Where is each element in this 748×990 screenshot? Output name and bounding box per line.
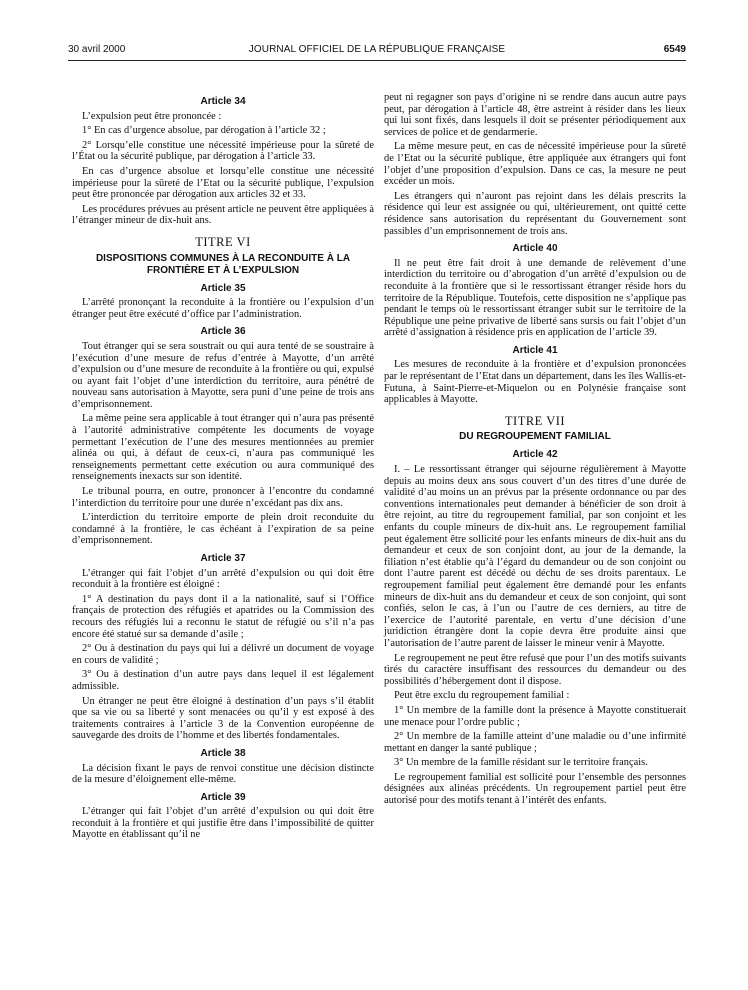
titre-6-subheading: DISPOSITIONS COMMUNES À LA RECONDUITE À LA FRONTIÈRE ET À L’EXPULSION — [95, 252, 351, 276]
left-column — [72, 90, 374, 844]
article-41-title: Article 41 — [512, 344, 558, 356]
paragraph: La même peine sera applicable à tout étranger qui n’aura pas présenté à l’autorité administrative compétente les documents de voyage permettant l’exécution de l’une des mesures mentionnées au premier alinéa ou qui, à défaut de ceux-ci, n’aura pas communiqué les renseignements permettant cette exécution ou aura communiqué des renseignements inexacts sur son identité. — [72, 413, 374, 483]
paragraph: Les mesures de reconduite à la frontière et d’expulsion prononcées par le représentant de l’Etat dans un département, dans les îles Wallis-et-Futuna, à Saint-Pierre-et-Miquelon ou en Polynésie française sont applicables à Mayotte. — [384, 359, 686, 406]
titre-7-heading: TITRE VII — [504, 413, 566, 428]
paragraph: I. – Le ressortissant étranger qui séjourne régulièrement à Mayotte depuis au moins deux ans sous couvert d’un des titres d’une durée de validité d’au moins un an prévus par la présente ordonnance ou par des conventions internationales peut demander à bénéficier de son droit à être rejoint, au titre du regroupement familial, par son conjoint et les enfants du couple mineurs de dix-huit ans. Le regroupement familial peut également être sollicité pour les enfants mineurs de dix-huit ans du demandeur et ceux de son conjoint dont, au jour de la demande, la filiation n’est établie qu’à l’égard du demandeur ou de son conjoint ou dont l’autre parent est décédé ou déchu de ses droits parentaux. Le regroupement familial peut également être demandé pour les enfants mineurs de dix-huit ans du demandeur et ceux de son conjoint, qui sont confiés, selon le cas, à l’un ou l’autre de ces derniers, au titre de l’exercice de l’autorité parentale, en vertu d’une décision d’une juridiction étrangère dont la copie devra être produite ainsi que l’autorisation de l’autre parent de laisser le mineur venir à Mayotte. — [384, 464, 686, 649]
paragraph: 3° Un membre de la famille résidant sur le territoire français. — [394, 757, 648, 769]
article-40-title: Article 40 — [512, 243, 558, 255]
titre-7-subheading: DU REGROUPEMENT FAMILIAL — [459, 431, 611, 443]
paragraph: Le tribunal pourra, en outre, prononcer à l’encontre du condamné l’interdiction du territoire pour une durée n’excédant pas dix ans. — [72, 486, 374, 509]
paragraph: Les étrangers qui n’auront pas rejoint dans les délais prescrits la résidence qui leur est assignée ou qui, ultérieurement, ont quitté cette résidence sans autorisation du représentant du Gouvernement sont passibles d’un emprisonnement de trois ans. — [384, 190, 686, 237]
paragraph: L’étranger qui fait l’objet d’un arrêté d’expulsion ou qui doit être reconduit à la frontière et qui justifie être dans l’impossibilité de quitter Mayotte en établissant qu’il ne — [72, 806, 374, 841]
article-39-title: Article 39 — [200, 791, 246, 803]
paragraph: 2° Un membre de la famille atteint d’une maladie ou d’une infirmité mettant en danger la santé publique ; — [384, 731, 686, 754]
paragraph: L’étranger qui fait l’objet d’un arrêté d’expulsion ou qui doit être reconduit à la frontière est éloigné : — [72, 567, 374, 591]
paragraph: Les procédures prévues au présent article ne peuvent être appliquées à l’étranger mineur de dix-huit ans. — [72, 203, 374, 227]
paragraph: L’interdiction du territoire emporte de plein droit reconduite du condamné à la frontière, le cas échéant à l’expiration de sa peine d’emprisonnement. — [72, 512, 374, 547]
right-column — [384, 92, 686, 810]
paragraph: Le regroupement familial est sollicité pour l’ensemble des personnes désignées aux alinéas précédents. Un regroupement partiel peut être autorisé pour des motifs tenant à l’intérêt des enfants. — [384, 771, 686, 807]
article-42-title: Article 42 — [512, 449, 558, 461]
paragraph: 1° Un membre de la famille dont la présence à Mayotte constituerait une menace pour l’ordre public ; — [384, 704, 686, 728]
paragraph: 3° Ou à destination d’un autre pays dans lequel il est légalement admissible. — [72, 669, 374, 692]
article-37-title: Article 37 — [200, 553, 246, 564]
paragraph: Le regroupement ne peut être refusé que pour l’un des motifs suivants tirés du caractère insuffisant des ressources du demandeur ou des possibilités d’hébergement dont il dispose. — [384, 652, 686, 687]
page-header — [68, 44, 686, 61]
article-35-title: Article 35 — [200, 282, 246, 294]
article-38-title: Article 38 — [200, 747, 246, 759]
paragraph: La décision fixant le pays de renvoi constitue une décision distincte de la mesure d’éloignement elle-même. — [72, 762, 374, 786]
paragraph: 1° A destination du pays dont il a la nationalité, sauf si l’Office français de protection des réfugiés et apatrides ou la Commission des recours des réfugiés lui a reconnu le statut de réfugié ou s’il n’a pas encore été statué sur sa demande d’asile ; — [72, 593, 374, 640]
paragraph: L’arrêté prononçant la reconduite à la frontière ou l’expulsion d’un étranger peut être exécuté d’office par l’administration. — [72, 297, 374, 320]
header-journal-title: JOURNAL OFFICIEL DE LA RÉPUBLIQUE FRANÇAISE — [248, 44, 506, 55]
paragraph: En cas d’urgence absolue et lorsqu’elle constitue une nécessité impérieuse pour la sûreté de l’Etat ou la sécurité publique, l’expulsion peut être prononcée par dérogation aux articles 32 et 33. — [72, 165, 374, 201]
header-date: 30 avril 2000 — [68, 44, 126, 55]
paragraph: 2° Lorsqu’elle constitue une nécessité impérieuse pour la sûreté de l’État ou la sécurité publique, par dérogation à l’article 33. — [72, 139, 374, 163]
paragraph: La même mesure peut, en cas de nécessité impérieuse pour la sûreté de l’Etat ou la sécurité publique, être appliquée aux étrangers qui font l’objet d’une proposition d’expulsion. Dans ce cas, la mesure ne peut excéder un mois. — [384, 141, 686, 188]
header-page-number: 6549 — [663, 44, 686, 55]
article-34-title: Article 34 — [200, 96, 246, 107]
paragraph: Peut être exclu du regroupement familial : — [394, 690, 570, 702]
paragraph: L’expulsion peut être prononcée : — [82, 110, 222, 122]
paragraph: peut ni regagner son pays d’origine ni se rendre dans aucun autre pays peut, par dérogation à l’article 48, être astreint à résider dans les lieux qui lui sont fixés, dans lesquels il doit se présenter périodiquement aux services de police et de gendarmerie. — [384, 92, 686, 138]
paragraph: Un étranger ne peut être éloigné à destination d’un pays s’il établit que sa vie ou sa liberté y sont menacées ou qu’il y est exposé à des traitements contraires à l’article 3 de la Convention européenne de sauvegarde des droits de l’homme et des libertés fondamentales. — [72, 695, 374, 742]
titre-6-heading: TITRE VI — [195, 234, 251, 249]
paragraph: 2° Ou à destination du pays qui lui a délivré un document de voyage en cours de validité ; — [72, 643, 374, 666]
paragraph: 1° En cas d’urgence absolue, par dérogation à l’article 32 ; — [82, 125, 326, 137]
paragraph: Il ne peut être fait droit à une demande de relèvement d’une interdiction du territoire ou d’abrogation d’un arrêté d’expulsion ou de reconduite à la frontière que si le ressortissant étranger réside hors du territoire de la République. Toutefois, cette disposition ne s’applique pas pendant le temps où le ressortissant étranger subit sur le territoire de la République une peine privative de liberté sans sursis ou fait l’objet d’un arrêté d’assignation à résidence pris en application de l’article 39. — [384, 257, 686, 339]
article-36-title: Article 36 — [200, 326, 246, 338]
paragraph: Tout étranger qui se sera soustrait ou qui aura tenté de se soustraire à l’exécution d’une mesure de refus d’entrée à Mayotte, d’un arrêté d’expulsion ou d’une mesure de reconduite à la frontière ou qui, expulsé ou ayant fait l’objet d’une interdiction du territoire, aura pénétré de nouveau sans autorisation à Mayotte, sera puni d’une peine de trois ans d’emprisonnement. — [72, 340, 374, 410]
